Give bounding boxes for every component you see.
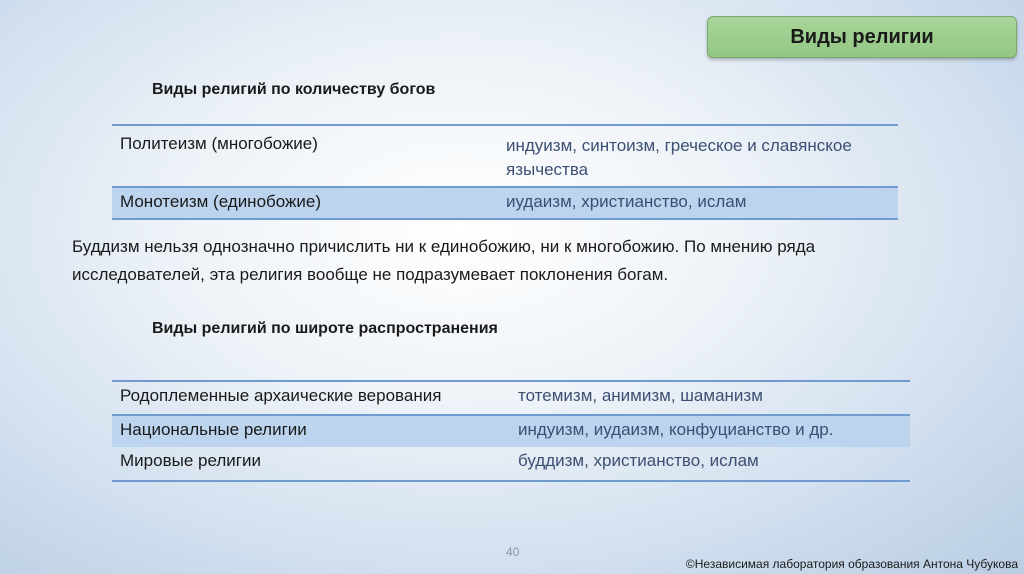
religion-type: Монотеизм (единобожие) <box>112 187 498 219</box>
religion-examples: индуизм, синтоизм, греческое и славянское язычества <box>506 136 852 179</box>
table-by-gods <box>112 124 898 220</box>
section-heading-by-spread: Виды религий по широте распространения <box>152 320 498 337</box>
table-row <box>112 447 910 481</box>
religion-type: Мировые религии <box>120 451 261 470</box>
table-row <box>112 125 898 187</box>
religion-type: Политеизм (многобожие) <box>120 134 318 153</box>
religion-type: Национальные религии <box>112 415 510 447</box>
footer-copyright: ©Независимая лаборатория образования Антона Чубукова <box>685 557 1018 571</box>
religion-examples: буддизм, христианство, ислам <box>518 451 759 470</box>
slide-title: Виды религии <box>707 16 1017 58</box>
religion-examples: индуизм, иудаизм, конфуцианство и др. <box>510 415 910 447</box>
religion-type: Родоплеменные архаические верования <box>120 386 442 405</box>
table-row <box>112 381 910 415</box>
table-row <box>112 187 898 219</box>
religion-examples: тотемизм, анимизм, шаманизм <box>518 386 763 405</box>
table-row <box>112 415 910 447</box>
section-heading-by-gods: Виды религий по количеству богов <box>152 81 436 98</box>
buddhism-note: Буддизм нельзя однозначно причислить ни к единобожию, ни к многобожию. По мнению ряда исследователей, эта религия вообще не подразумевает поклонения богам. <box>72 237 816 284</box>
page-number: 40 <box>506 545 520 559</box>
religion-examples: иудаизм, христианство, ислам <box>498 187 898 219</box>
table-by-spread <box>112 380 910 482</box>
